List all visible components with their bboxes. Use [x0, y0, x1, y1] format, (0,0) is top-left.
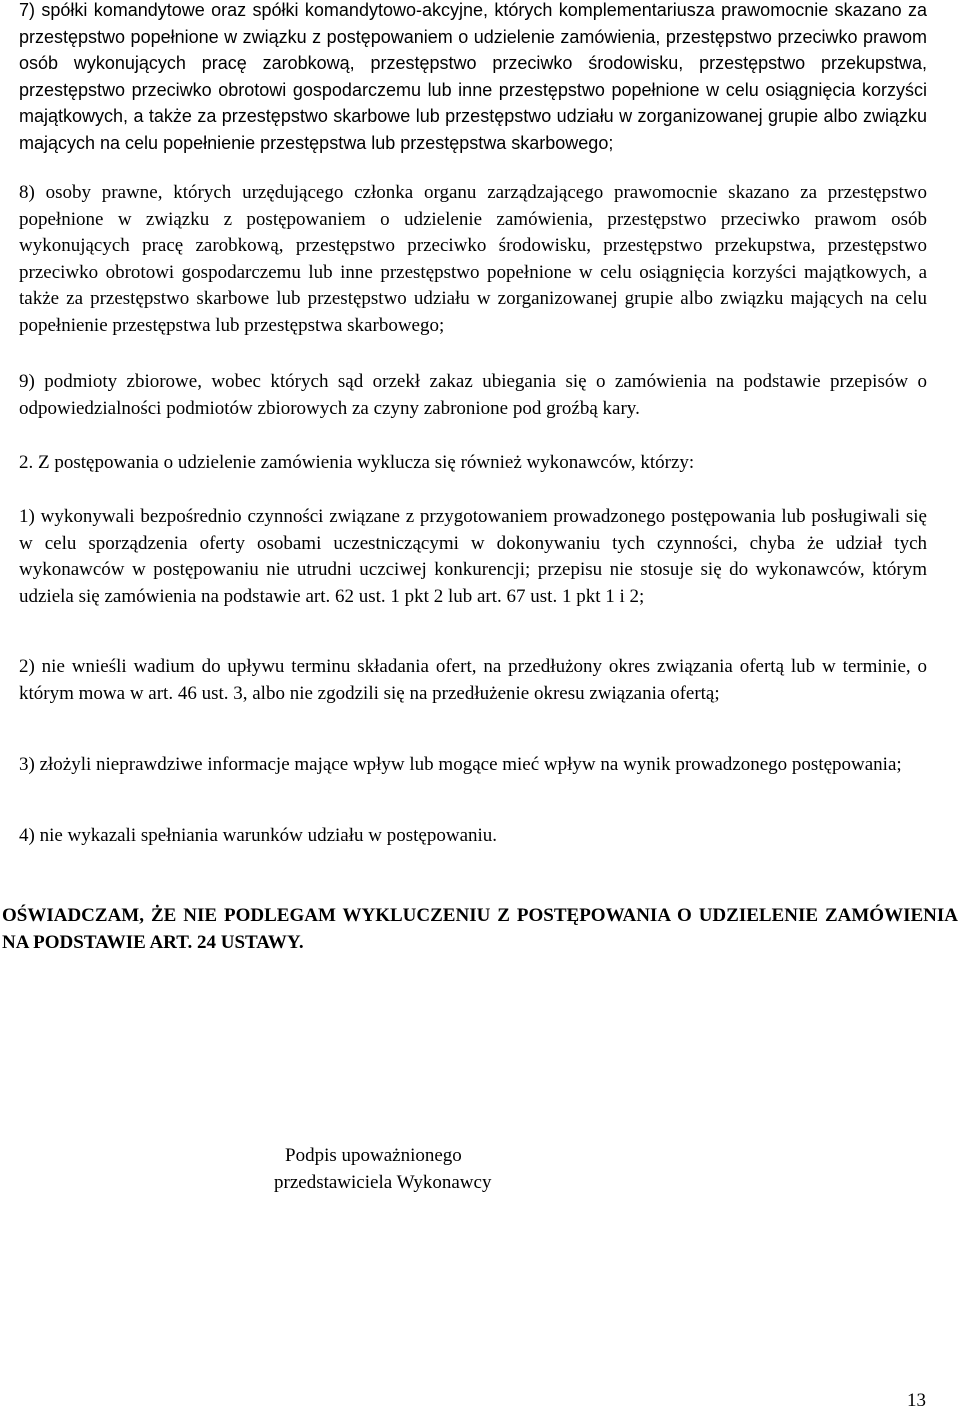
section-2-item-2: 2) nie wnieśli wadium do upływu terminu składania ofert, na przedłużony okres związania ofertą lub w terminie, o którym mowa w art. 46 ust. 3, albo nie zgodzili się na przedłużenie okresu związania ofertą;: [19, 656, 927, 704]
page-number: 13: [907, 1390, 926, 1411]
signature-line-2: przedstawiciela Wykonawcy: [274, 1171, 492, 1193]
signature-block: [274, 1143, 491, 1196]
list-item-7: 7) spółki komandytowe oraz spółki komandytowo-akcyjne, których komplementariusza prawomocnie skazano za przestępstwo popełnione w związku z postępowaniem o udzielenie zamówienia, przestępstwo przeciwko prawom osób wykonujących pracę zarobkową, przestępstwo przeciwko środowisku, przestępstwo przekupstwa, przestępstwo przeciwko obrotowi gospodarczemu lub inne przestępstwo popełnione w celu osiągnięcia korzyści majątkowych, a także za przestępstwo skarbowe lub przestępstwo udziału w zorganizowanej grupie albo związku mających na celu popełnienie przestępstwa lub przestępstwa skarbowego;: [19, 0, 927, 153]
section-2-intro: 2. Z postępowania o udzielenie zamówienia wyklucza się również wykonawców, którzy:: [19, 452, 695, 473]
declaration-heading: OŚWIADCZAM, ŻE NIE PODLEGAM WYKLUCZENIU Z POSTĘPOWANIA O UDZIELENIE ZAMÓWIENIA NA PODSTAWIE ART. 24 USTAWY.: [2, 905, 958, 953]
section-2-item-1: 1) wykonywali bezpośrednio czynności związane z przygotowaniem prowadzonego postępowania lub posługiwali się w celu sporządzenia oferty osobami uczestniczącymi w dokonywaniu tych czynności, chyba że udział tych wykonawców w postępowaniu nie utrudni uczciwej konkurencji; przepisu nie stosuje się do wykonawców, którym udziela się zamówienia na podstawie art. 62 ust. 1 pkt 2 lub art. 67 ust. 1 pkt 1 i 2;: [19, 506, 927, 607]
section-2-item-4: 4) nie wykazali spełniania warunków udziału w postępowaniu.: [19, 825, 498, 846]
list-item-8: 8) osoby prawne, których urzędującego członka organu zarządzającego prawomocnie skazano za przestępstwo popełnione w związku z postępowaniem o udzielenie zamówienia, przestępstwo przeciwko prawom osób wykonujących pracę zarobkową, przestępstwo przeciwko środowisku, przestępstwo przekupstwa, przestępstwo przeciwko obrotowi gospodarczemu lub inne przestępstwo popełnione w celu osiągnięcia korzyści majątkowych, a także za przestępstwo skarbowe lub przestępstwo udziału w zorganizowanej grupie albo związku mających na celu popełnienie przestępstwa lub przestępstwa skarbowego;: [19, 182, 927, 336]
section-2-item-3: 3) złożyli nieprawdziwe informacje mające wpływ lub mogące mieć wpływ na wynik prowadzonego postępowania;: [19, 754, 902, 775]
signature-line-1: Podpis upoważnionego: [285, 1145, 462, 1166]
list-item-9: 9) podmioty zbiorowe, wobec których sąd orzekł zakaz ubiegania się o zamówienia na podstawie przepisów o odpowiedzialności podmiotów zbiorowych za czyny zabronione pod groźbą kary.: [19, 371, 927, 419]
